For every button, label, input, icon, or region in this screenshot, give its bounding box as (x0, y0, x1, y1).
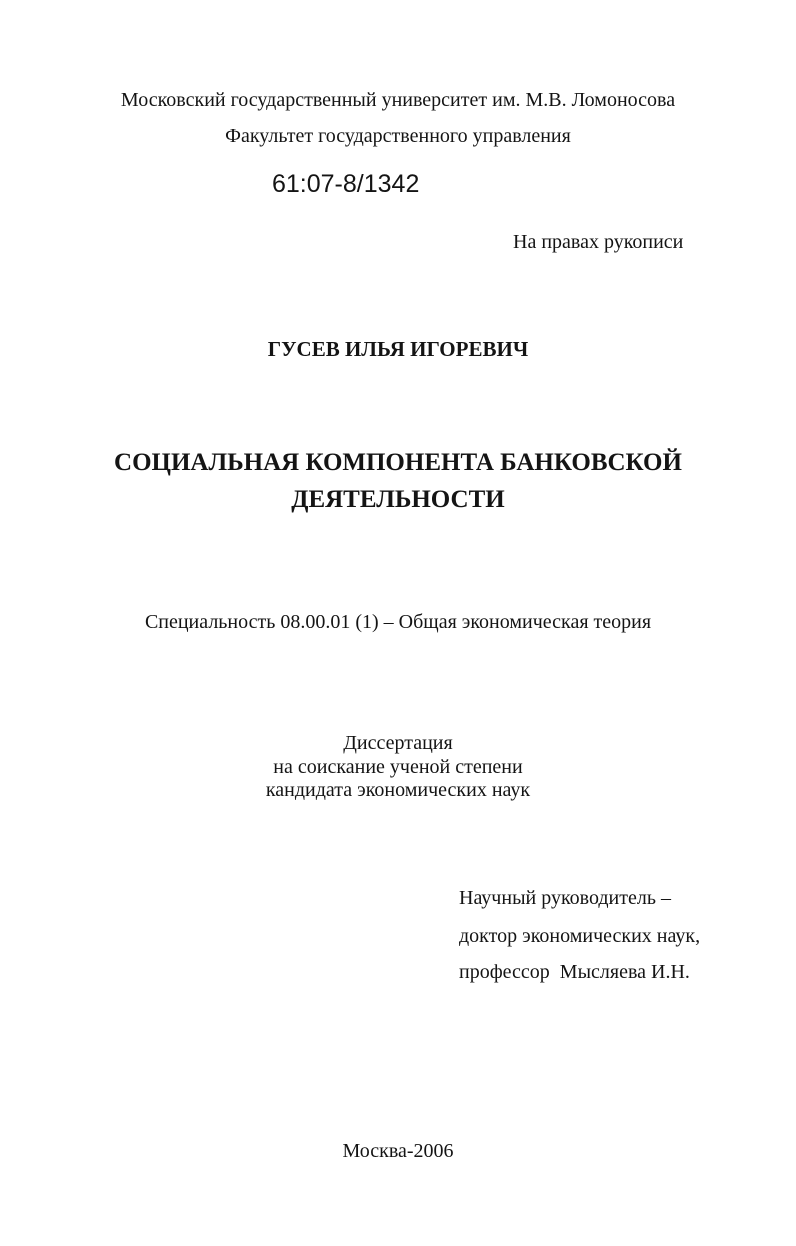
specialty: Специальность 08.00.01 (1) – Общая экономическая теория (144, 611, 652, 633)
university-name: Московский государственный университет им. М.В. Ломоносова (120, 89, 676, 111)
manuscript-note: На правах рукописи (513, 231, 684, 253)
degree-purpose: на соискание ученой степени (273, 756, 523, 778)
degree-name: кандидата экономических наук (265, 779, 531, 801)
dissertation-label: Диссертация (343, 732, 453, 754)
faculty-name: Факультет государственного управления (225, 125, 571, 147)
dissertation-title-line-1: СОЦИАЛЬНАЯ КОМПОНЕНТА БАНКОВСКОЙ (114, 449, 682, 476)
supervisor-label: Научный руководитель – (459, 887, 671, 909)
library-code-stamp: 61:07-8/1342 (272, 170, 420, 198)
supervisor-degree: доктор экономических наук, (459, 925, 701, 947)
author-name: ГУСЕВ ИЛЬЯ ИГОРЕВИЧ (267, 337, 529, 361)
dissertation-title-line-2: ДЕЯТЕЛЬНОСТИ (291, 486, 505, 513)
supervisor-name: профессор Мысляева И.Н. (459, 961, 690, 983)
city-year: Москва-2006 (342, 1140, 454, 1162)
